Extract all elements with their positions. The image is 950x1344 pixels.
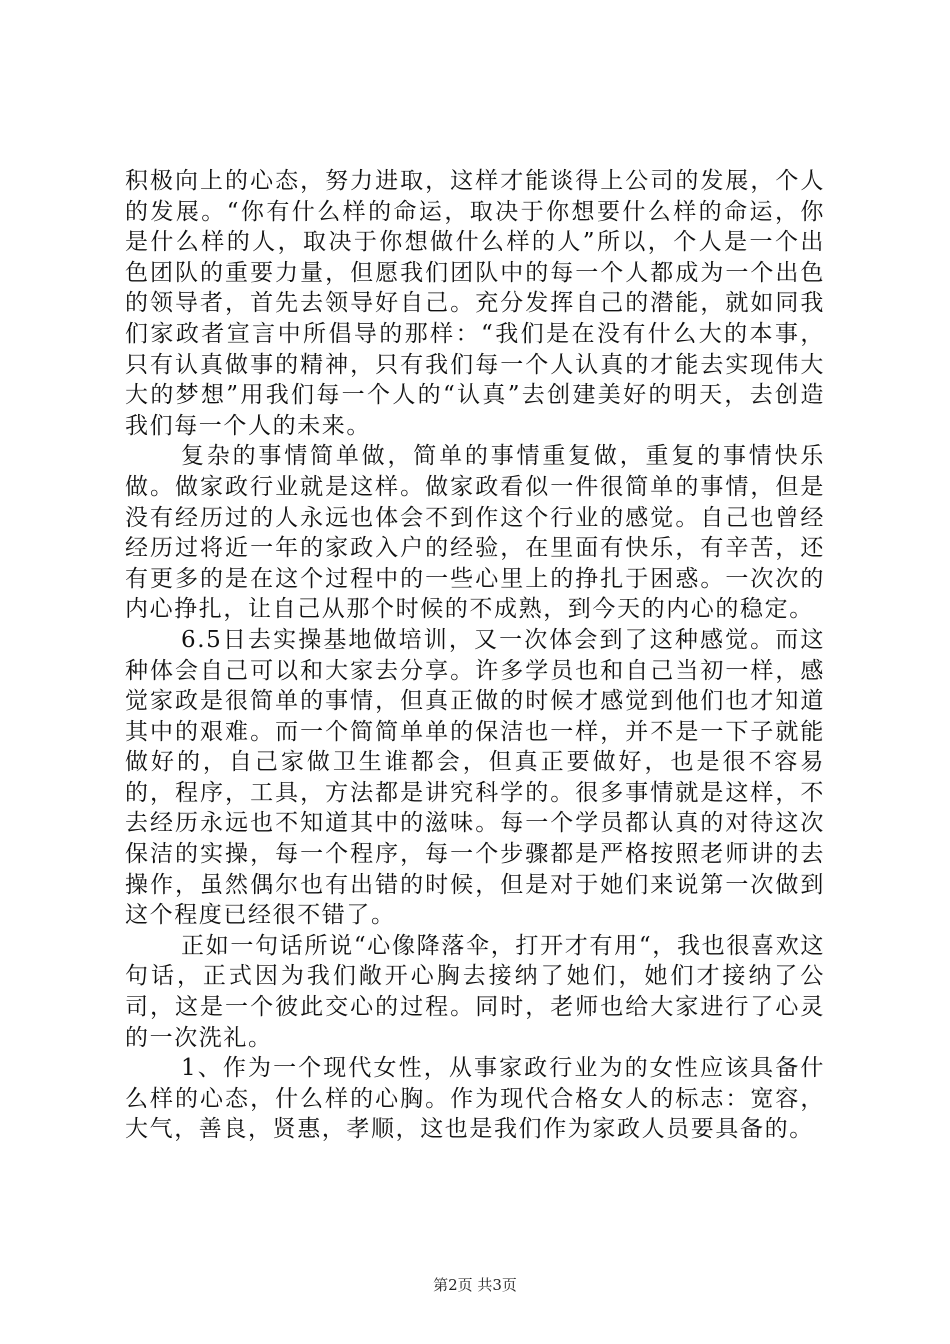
paragraph-2: 复杂的事情简单做，简单的事情重复做，重复的事情快乐做。做家政行业就是这样。做家政看似一件很简单的事情，但是没有经历过的人永远也体会不到作这个行业的感觉。自己也曾经经历过将近一年的家政入户的经验，在里面有快乐，有辛苦，还有更多的是在这个过程中的一些心里上的挣扎于困惑。一次次的内心挣扎，让自己从那个时候的不成熟，到今天的内心的稳定。 xyxy=(125,443,825,623)
paragraph-5: 1、作为一个现代女性，从事家政行业为的女性应该具备什么样的心态，什么样的心胸。作为现代合格女人的标志：宽容，大气，善良，贤惠，孝顺，这也是我们作为家政人员要具备的。 xyxy=(125,1055,825,1143)
page-footer: 第2页 共3页 xyxy=(433,1276,517,1294)
document-body xyxy=(125,166,825,1145)
paragraph-3: 6.5日去实操基地做培训，又一次体会到了这种感觉。而这种体会自己可以和大家去分享。许多学员也和自己当初一样，感觉家政是很简单的事情，但真正做的时候才感觉到他们也才知道其中的艰难。而一个简简单单的保洁也一样，并不是一下子就能做好的，自己家做卫生谁都会，但真正要做好，也是很不容易的，程序，工具，方法都是讲究科学的。很多事情就是这样，不去经历永远也不知道其中的滋味。每一个学员都认真的对待这次保洁的实操，每一个程序，每一个步骤都是严格按照老师讲的去操作，虽然偶尔也有出错的时候，但是对于她们来说第一次做到这个程度已经很不错了。 xyxy=(125,626,825,929)
paragraph-1: 积极向上的心态，努力进取，这样才能谈得上公司的发展，个人的发展。“你有什么样的命运，取决于你想要什么样的命运，你是什么样的人，取决于你想做什么样的人”所以，个人是一个出色团队的重要力量，但愿我们团队中的每一个人都成为一个出色的领导者，首先去领导好自己。充分发挥自己的潜能，就如同我们家政者宣言中所倡导的那样：“我们是在没有什么大的本事，只有认真做事的精神，只有我们每一个人认真的才能去实现伟大大的梦想”用我们每一个人的“认真”去创建美好的明天，去创造我们每一个人的未来。 xyxy=(125,168,825,439)
paragraph-4: 正如一句话所说“心像降落伞，打开才有用“，我也很喜欢这句话，正式因为我们敞开心胸去接纳了她们，她们才接纳了公司，这是一个彼此交心的过程。同时，老师也给大家进行了心灵的一次洗礼。 xyxy=(125,932,825,1051)
